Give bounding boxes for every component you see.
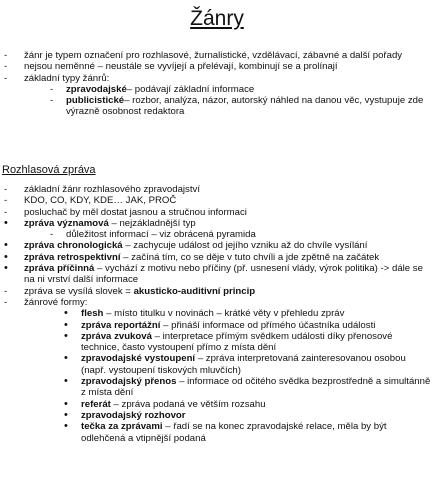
bullet-dash: -	[50, 95, 54, 107]
bullet-dash: -	[50, 83, 54, 95]
item-term: zpráva chronologická	[24, 240, 123, 252]
item-text: důležitost informací – viz obrácená pyramida	[66, 229, 256, 241]
bullet-dash: -	[4, 184, 8, 195]
list-item	[0, 84, 432, 95]
list-item	[0, 331, 432, 354]
document-title: Žánry	[190, 7, 244, 30]
bullet-dot: •	[64, 397, 68, 410]
item-term: zpráva významová	[24, 217, 109, 229]
item-text: – podávají základní informace	[126, 83, 255, 95]
bullet-dot: •	[4, 262, 8, 275]
bullet-dot: •	[4, 250, 8, 263]
item-text: žánrové formy:	[24, 296, 88, 308]
bullet-dash: -	[4, 285, 8, 297]
item-text: – interpretace přímým svědkem události díky přenosové technice, často vystoupení přímo z místa dění	[81, 330, 393, 354]
intro-list	[0, 50, 432, 118]
item-text: základní žánr rozhlasového zpravodajství	[24, 184, 200, 195]
bullet-dot: •	[4, 239, 8, 252]
list-item	[0, 286, 432, 297]
item-text: žánr je typem označení pro rozhlasové, žurnalistické, vzdělávací, zábavné a další pořady	[24, 50, 403, 61]
bullet-dash: -	[4, 72, 8, 84]
item-term: zpráva retrospektivní	[24, 251, 121, 263]
item-text: – začíná tím, co se děje v tuto chvíli a jde zpětně na začátek	[120, 251, 380, 263]
item-term: referát	[81, 398, 111, 410]
item-text: – informace od očitého svědka bezprostředně a simultánně z místa dění	[81, 376, 431, 399]
bullet-dot: •	[64, 375, 68, 388]
bullet-dash: -	[4, 206, 8, 218]
item-text: zpráva se vysílá slovek =	[24, 285, 134, 297]
item-term: zpravodajský rozhovor	[81, 409, 186, 421]
bullet-dot: •	[64, 329, 68, 342]
list-item	[0, 61, 432, 72]
item-text: – přináší informace od přímého účastníka události	[160, 319, 376, 331]
item-term: zpráva příčinná	[24, 263, 95, 275]
list-item	[0, 353, 432, 376]
item-text: – vychází z motivu nebo příčiny (př. usnesení vlády, výrok politika) -> dále se na ni vrství další informace	[24, 263, 423, 286]
bullet-dot: •	[64, 420, 68, 433]
list-item	[0, 376, 432, 399]
list-item	[0, 421, 432, 444]
item-term: akusticko-auditivní princip	[133, 285, 256, 297]
list-item	[0, 308, 432, 319]
bullet-dash: -	[4, 195, 8, 207]
item-text: – místo titulku v novinách – krátké věty v přehledu zpráv	[103, 308, 345, 320]
list-item	[0, 252, 432, 263]
list-item	[0, 73, 432, 84]
bullet-dot: •	[64, 318, 68, 331]
list-item	[0, 50, 432, 61]
item-text: – rozbor, analýza, názor, autorský náhled na danou věc, vystupuje zde výrazně osobnost redaktora	[66, 95, 424, 118]
item-text: – zpráva podaná ve větším rozsahu	[110, 398, 266, 410]
list-item	[0, 218, 432, 229]
item-text: posluchač by měl dostat jasnou a stručnou informaci	[24, 206, 247, 218]
item-term: tečka za zprávami	[81, 421, 163, 433]
bullet-dash: -	[4, 296, 8, 308]
item-term: publicistické	[66, 95, 125, 107]
bullet-dot: •	[64, 352, 68, 365]
item-text: KDO, CO, KDY, KDE… JAK, PROČ	[24, 195, 177, 207]
item-text: nejsou neměnné – neustále se vyvíjejí a přelévají, kombinují se a prolínají	[24, 61, 338, 73]
item-text: – zpráva interpretovaná zainteresovanou osobou (např. vystoupení tiskových mluvčích)	[81, 353, 406, 376]
list-item	[0, 240, 432, 251]
list-item	[0, 195, 432, 206]
item-term: zpravodajské vystoupení	[81, 353, 196, 365]
bullet-dash: -	[50, 229, 54, 241]
item-term: zpravodajské	[66, 83, 127, 95]
list-item	[0, 229, 432, 240]
message-types-list	[0, 184, 432, 444]
list-item	[0, 263, 432, 286]
bullet-dash: -	[4, 61, 8, 73]
item-text: – řadí se na konec zpravodajské relace, měla by být odlehčená a vtipnější podaná	[81, 421, 387, 444]
item-text: – nejzákladnější typ	[108, 217, 196, 229]
bullet-dot: •	[64, 408, 68, 421]
bullet-dot: •	[4, 216, 8, 229]
item-term: zpravodajský přenos	[81, 376, 177, 388]
item-term: flesh	[81, 308, 104, 320]
bullet-dot: •	[64, 307, 68, 320]
item-term: zpráva reportážní	[81, 319, 161, 331]
item-term: zpráva zvuková	[81, 330, 152, 342]
list-item	[0, 95, 432, 118]
section-heading: Rozhlasová zpráva	[2, 164, 96, 176]
list-item	[0, 207, 432, 218]
item-text: – zachycuje událost od jejího vzniku až do chvíle vysílání	[122, 240, 368, 252]
list-item	[0, 184, 432, 195]
bullet-dash: -	[4, 50, 8, 61]
item-text: základní typy žánrů:	[24, 72, 110, 84]
